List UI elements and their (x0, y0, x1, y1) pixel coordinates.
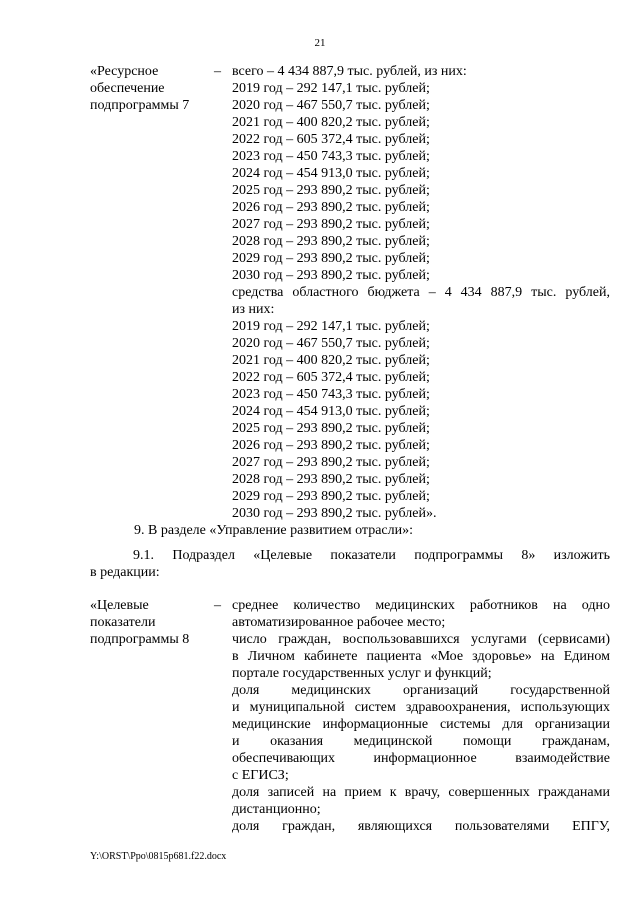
text-line: 2027 год – 293 890,2 тыс. рублей; (232, 455, 430, 470)
text-line: средства областного бюджета – 4 434 887,9 тыс. рублей, (232, 285, 610, 300)
text-line: всего – 4 434 887,9 тыс. рублей, из них: (232, 64, 467, 79)
label-line: «Целевые (90, 598, 149, 613)
text-line: в Личном кабинете пациента «Мое здоровье» на Едином (232, 649, 610, 664)
paragraph-9-1 (90, 547, 610, 581)
label-line: обеспечение (90, 81, 165, 96)
target-indicators-section (90, 597, 610, 835)
text-line: 2023 год – 450 743,3 тыс. рублей; (232, 387, 430, 402)
text-line: 2023 год – 450 743,3 тыс. рублей; (232, 149, 430, 164)
text-line: 2021 год – 400 820,2 тыс. рублей; (232, 115, 430, 130)
text-line: с ЕГИСЗ; (232, 768, 289, 783)
text-line: автоматизированное рабочее место; (232, 615, 446, 630)
text-line: 2027 год – 293 890,2 тыс. рублей; (232, 217, 430, 232)
label-line: «Ресурсное (90, 64, 159, 79)
target-indicators-label (90, 597, 210, 835)
text-line: 2021 год – 400 820,2 тыс. рублей; (232, 353, 430, 368)
text-line: дистанционно; (232, 802, 321, 817)
paragraph-9-1-line-2: в редакции: (90, 565, 160, 580)
text-line: 2030 год – 293 890,2 тыс. рублей; (232, 268, 430, 283)
text-line: 2028 год – 293 890,2 тыс. рублей; (232, 472, 430, 487)
text-line: 2024 год – 454 913,0 тыс. рублей; (232, 166, 430, 181)
resource-provision-values (232, 63, 610, 522)
dash-separator: – (214, 64, 221, 79)
dash-separator: – (214, 598, 221, 613)
text-line: доля граждан, являющихся пользователями ЕПГУ, (232, 819, 610, 834)
text-line: обеспечивающих информационное взаимодействие (232, 751, 610, 766)
text-line: 2029 год – 293 890,2 тыс. рублей; (232, 489, 430, 504)
label-line: подпрограммы 7 (90, 98, 190, 113)
text-line: среднее количество медицинских работников на одно (232, 598, 610, 613)
resource-provision-label (90, 63, 210, 522)
text-line: и муниципальной систем здравоохранения, использующих (232, 700, 610, 715)
page-number: 21 (314, 37, 326, 49)
text-line: 2019 год – 292 147,1 тыс. рублей; (232, 319, 430, 334)
text-line: 2022 год – 605 372,4 тыс. рублей; (232, 370, 430, 385)
text-line: доля медицинских организаций государственной (232, 683, 610, 698)
paragraph-9-1-line-1: 9.1. Подраздел «Целевые показатели подпрограммы 8» изложить (133, 548, 610, 563)
text-line: 2030 год – 293 890,2 тыс. рублей». (232, 506, 437, 521)
text-line: портале государственных услуг и функций; (232, 666, 492, 681)
text-line: 2020 год – 467 550,7 тыс. рублей; (232, 98, 430, 113)
paragraph-9-text: 9. В разделе «Управление развитием отрасли»: (134, 523, 414, 538)
text-line: 2024 год – 454 913,0 тыс. рублей; (232, 404, 430, 419)
label-line: подпрограммы 8 (90, 632, 190, 647)
text-line: 2025 год – 293 890,2 тыс. рублей; (232, 183, 430, 198)
text-line: 2028 год – 293 890,2 тыс. рублей; (232, 234, 430, 249)
target-indicators-row (90, 597, 610, 835)
text-line: доля записей на прием к врачу, совершенных гражданами (232, 785, 610, 800)
resource-provision-section (90, 63, 610, 522)
text-line: 2029 год – 293 890,2 тыс. рублей; (232, 251, 430, 266)
text-line: и оказания медицинской помощи гражданам, (232, 734, 610, 749)
label-line: показатели (90, 615, 156, 630)
resource-provision-row (90, 63, 610, 522)
text-line: 2026 год – 293 890,2 тыс. рублей; (232, 200, 430, 215)
text-line: из них: (232, 302, 275, 317)
text-line: 2026 год – 293 890,2 тыс. рублей; (232, 438, 430, 453)
paragraph-9 (90, 522, 610, 539)
file-path-footer: Y:\ORST\Ppo\0815p681.f22.docx (90, 851, 227, 862)
text-line: 2019 год – 292 147,1 тыс. рублей; (232, 81, 430, 96)
target-indicators-values (232, 597, 610, 835)
text-line: 2022 год – 605 372,4 тыс. рублей; (232, 132, 430, 147)
text-line: 2025 год – 293 890,2 тыс. рублей; (232, 421, 430, 436)
text-line: медицинские информационные системы для организации (232, 717, 610, 732)
text-line: 2020 год – 467 550,7 тыс. рублей; (232, 336, 430, 351)
text-line: число граждан, воспользовавшихся услугами (сервисами) (232, 632, 610, 647)
